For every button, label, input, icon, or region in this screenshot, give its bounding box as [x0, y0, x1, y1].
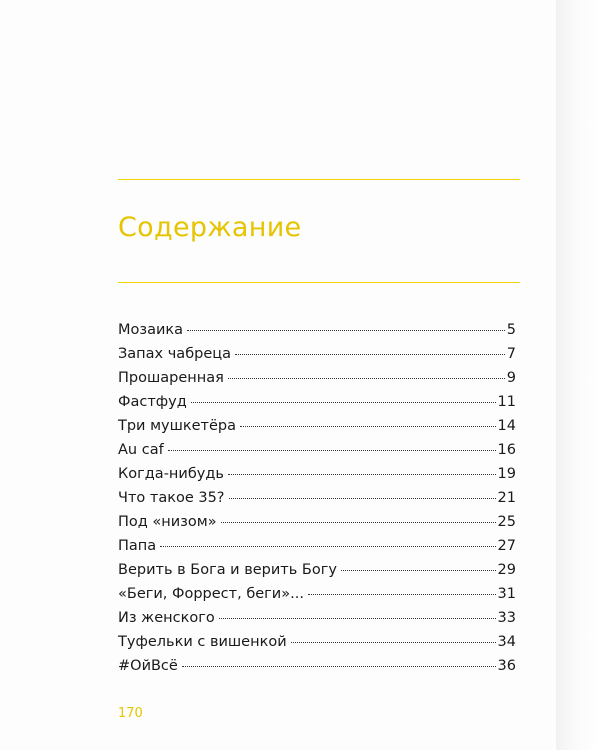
- toc-entry-page: 5: [506, 322, 516, 338]
- toc-leader-dots: [240, 426, 496, 427]
- toc-entry-page: 36: [497, 658, 516, 674]
- toc-entry-title: «Беги, Форрест, беги»...: [118, 586, 304, 602]
- toc-entry-kogda-nibud: [118, 466, 516, 490]
- toc-entry-page: 14: [497, 418, 516, 434]
- toc-entry-title: Когда-нибудь: [118, 466, 224, 482]
- toc-leader-dots: [187, 330, 505, 331]
- toc-entry-title: Туфельки с вишенкой: [118, 634, 287, 650]
- toc-entry-verit-v-boga: [118, 562, 516, 586]
- toc-entry-page: 21: [497, 490, 516, 506]
- page-title: Содержание: [118, 212, 302, 243]
- toc-entry-title: Фастфуд: [118, 394, 187, 410]
- toc-entry-page: 7: [506, 346, 516, 362]
- toc-leader-dots: [229, 498, 496, 499]
- toc-entry-page: 19: [497, 466, 516, 482]
- toc-entry-page: 27: [497, 538, 516, 554]
- toc-leader-dots: [219, 618, 496, 619]
- toc-leader-dots: [160, 546, 495, 547]
- toc-entry-page: 25: [497, 514, 516, 530]
- toc-entry-title: Под «низом»: [118, 514, 217, 530]
- toc-entry-page: 31: [497, 586, 516, 602]
- toc-entry-page: 16: [497, 442, 516, 458]
- toc-leader-dots: [191, 402, 496, 403]
- toc-entry-begi-forrest: [118, 586, 516, 610]
- toc-entry-prosharennaya: [118, 370, 516, 394]
- toc-leader-dots: [341, 570, 496, 571]
- toc-entry-mozaika: [118, 322, 516, 346]
- toc-entry-title: Верить в Бога и верить Богу: [118, 562, 337, 578]
- toc-leader-dots: [235, 354, 505, 355]
- toc-entry-fastfud: [118, 394, 516, 418]
- toc-entry-iz-zhenskogo: [118, 610, 516, 634]
- toc-entry-page: 34: [497, 634, 516, 650]
- toc-entry-title: Запах чабреца: [118, 346, 232, 362]
- toc-entry-page: 9: [506, 370, 516, 386]
- toc-leader-dots: [221, 522, 496, 523]
- toc-entry-oyvse: [118, 658, 516, 682]
- toc-entry-page: 33: [497, 610, 516, 626]
- toc-entry-pod-nizom: [118, 514, 516, 538]
- toc-leader-dots: [308, 594, 496, 595]
- bottom-divider: [118, 282, 520, 283]
- toc-entry-zapakh-chabretsa: [118, 346, 516, 370]
- toc-entry-title: Что такое 35?: [118, 490, 225, 506]
- toc-entry-title: Папа: [118, 538, 157, 554]
- toc-entry-papa: [118, 538, 516, 562]
- toc-entry-tufelki: [118, 634, 516, 658]
- toc-leader-dots: [168, 450, 496, 451]
- toc-entry-title: Au caf: [118, 442, 164, 458]
- toc-entry-page: 11: [497, 394, 516, 410]
- toc-leader-dots: [182, 666, 496, 667]
- toc-entry-chto-takoe-35: [118, 490, 516, 514]
- table-of-contents: [118, 322, 516, 682]
- toc-entry-title: Прошаренная: [118, 370, 224, 386]
- toc-entry-title: Три мушкетёра: [118, 418, 237, 434]
- toc-entry-title: Мозаика: [118, 322, 184, 338]
- toc-entry-title: Из женского: [118, 610, 215, 626]
- toc-entry-page: 29: [497, 562, 516, 578]
- toc-leader-dots: [291, 642, 496, 643]
- toc-entry-au-caf: [118, 442, 516, 466]
- top-divider: [118, 179, 520, 180]
- toc-entry-tri-mushketera: [118, 418, 516, 442]
- toc-leader-dots: [228, 378, 505, 379]
- toc-entry-title: #ОйВсё: [118, 658, 178, 674]
- toc-leader-dots: [228, 474, 496, 475]
- page-edge-shadow: [556, 0, 600, 750]
- page-number: 170: [118, 706, 143, 721]
